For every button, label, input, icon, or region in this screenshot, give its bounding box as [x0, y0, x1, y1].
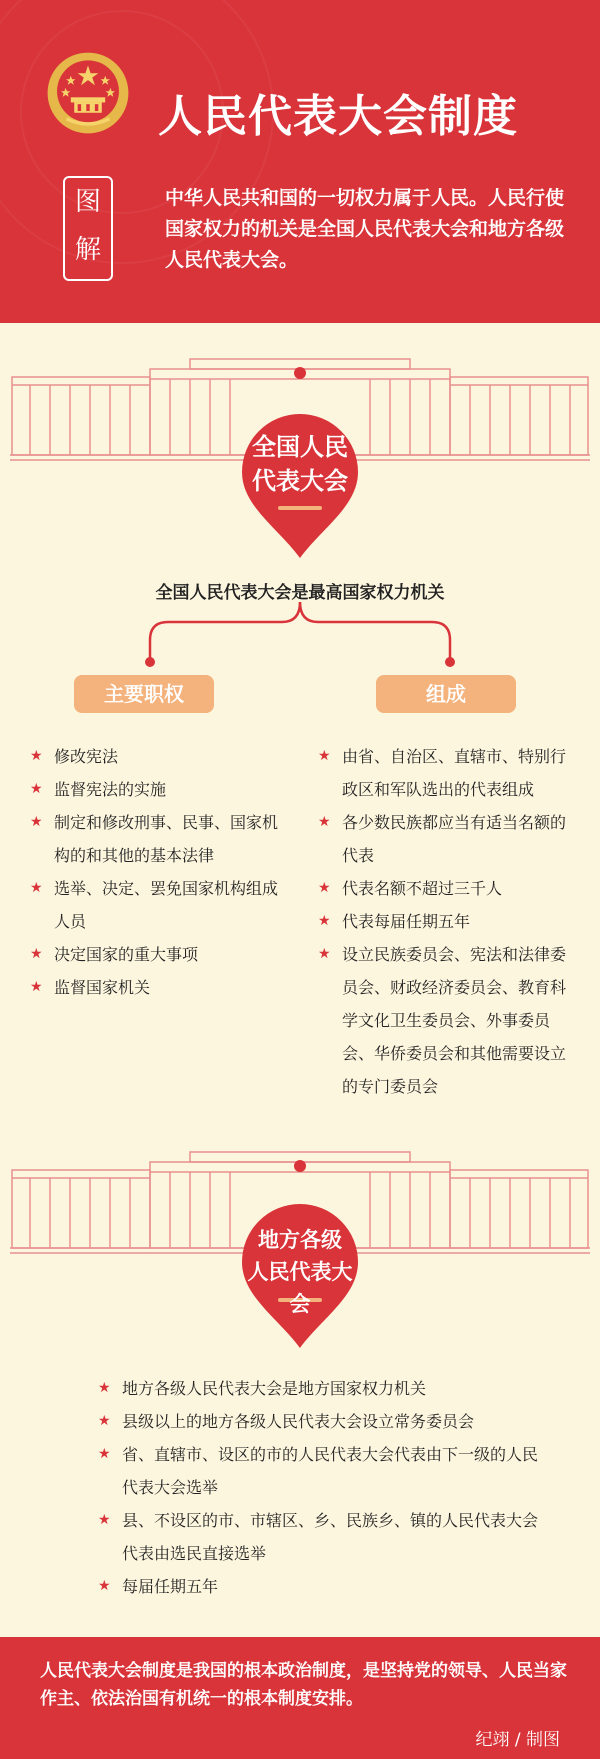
star-icon: ★ — [30, 946, 43, 962]
list-item: ★ 监督国家机关 — [30, 971, 280, 1004]
national-subtitle: 全国人民代表大会是最高国家权力机关 — [155, 583, 445, 603]
star-icon: ★ — [98, 1380, 111, 1396]
credit-text: 纪翊 / 制图 — [475, 1730, 560, 1750]
national-badge-line2: 代表大会 — [252, 467, 348, 495]
list-item: ★ 修改宪法 — [30, 740, 280, 773]
star-icon: ★ — [318, 748, 331, 764]
powers-list — [30, 740, 280, 1004]
tujie-char-2: 解 — [74, 235, 101, 265]
list-item: ★ 由省、自治区、直辖市、特别行政区和军队选出的代表组成 — [318, 740, 568, 806]
list-item: ★ 每届任期五年 — [98, 1570, 538, 1603]
star-icon: ★ — [98, 1413, 111, 1429]
star-icon: ★ — [30, 880, 43, 896]
local-badge-text — [238, 1224, 362, 1320]
list-item: ★ 县、不设区的市、市辖区、乡、民族乡、镇的人民代表大会代表由选民直接选举 — [98, 1504, 538, 1570]
composition-pill: 组成 — [376, 675, 516, 713]
intro-text: 中华人民共和国的一切权力属于人民。人民行使国家权力的机关是全国人民代表大会和地方各级人民代表大会。 — [165, 187, 565, 271]
star-icon: ★ — [30, 781, 43, 797]
national-emblem-icon — [45, 50, 131, 136]
list-item: ★ 选举、决定、罢免国家机构组成人员 — [30, 872, 280, 938]
tujie-badge — [63, 176, 113, 281]
header-banner — [0, 0, 600, 323]
national-badge-line1: 全国人民 — [252, 433, 348, 461]
local-list — [98, 1372, 538, 1603]
list-item: ★ 决定国家的重大事项 — [30, 938, 280, 971]
footer-text: 人民代表大会制度是我国的根本政治制度，是坚持党的领导、人民当家作主、依法治国有机统一的根本制度安排。 — [40, 1661, 567, 1709]
branch-connector — [0, 600, 600, 670]
national-badge-text — [238, 430, 362, 498]
list-item: ★ 县级以上的地方各级人民代表大会设立常务委员会 — [98, 1405, 538, 1438]
star-icon: ★ — [318, 946, 331, 962]
footer-banner — [0, 1637, 600, 1759]
star-icon: ★ — [30, 979, 43, 995]
list-item: ★ 代表名额不超过三千人 — [318, 872, 568, 905]
tujie-char-1: 图 — [74, 187, 101, 217]
star-icon: ★ — [318, 913, 331, 929]
list-item: ★ 各少数民族都应当有适当名额的代表 — [318, 806, 568, 872]
composition-list — [318, 740, 568, 1103]
list-item: ★ 省、直辖市、设区的市的人民代表大会代表由下一级的人民代表大会选举 — [98, 1438, 538, 1504]
star-icon: ★ — [318, 880, 331, 896]
powers-pill: 主要职权 — [74, 675, 214, 713]
star-icon: ★ — [318, 814, 331, 830]
star-icon: ★ — [30, 814, 43, 830]
list-item: ★ 设立民族委员会、宪法和法律委员会、财政经济委员会、教育科学文化卫生委员会、外事委员会、华侨委员会和其他需要设立的专门委员会 — [318, 938, 568, 1103]
list-item: ★ 代表每届任期五年 — [318, 905, 568, 938]
page-title: 人民代表大会制度 — [158, 91, 518, 142]
local-badge-line2: 人民代表大会 — [247, 1260, 353, 1316]
list-item: ★ 地方各级人民代表大会是地方国家权力机关 — [98, 1372, 538, 1405]
list-item: ★ 监督宪法的实施 — [30, 773, 280, 806]
star-icon: ★ — [98, 1578, 111, 1594]
local-badge-line1: 地方各级 — [258, 1228, 342, 1252]
list-item: ★ 制定和修改刑事、民事、国家机构的和其他的基本法律 — [30, 806, 280, 872]
star-icon: ★ — [98, 1512, 111, 1528]
star-icon: ★ — [98, 1446, 111, 1462]
star-icon: ★ — [30, 748, 43, 764]
